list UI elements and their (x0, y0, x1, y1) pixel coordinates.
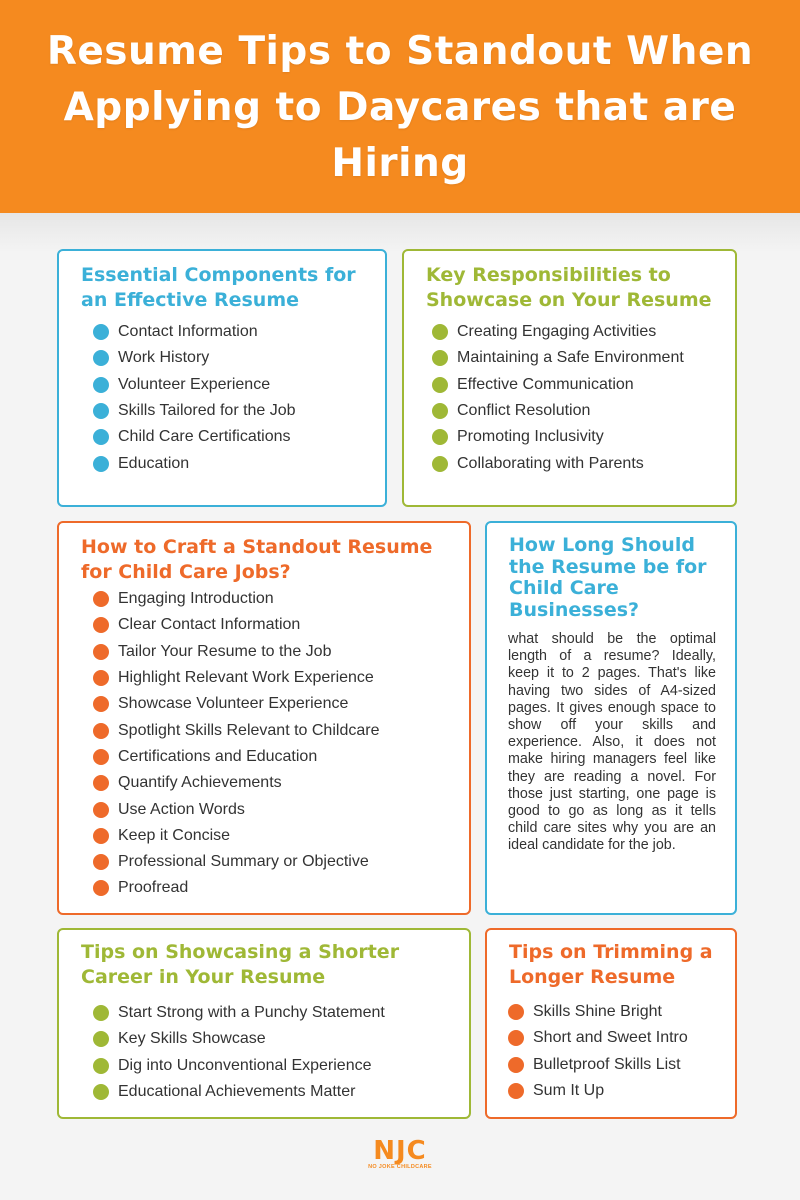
key-responsibilities-card (402, 249, 737, 507)
bullet-icon (93, 880, 109, 896)
list-item (93, 586, 379, 612)
list-item (432, 372, 684, 398)
list-item-label: Effective Communication (457, 375, 634, 393)
list-item (93, 398, 296, 424)
essential-components-card (57, 249, 387, 507)
list-item-label: Educational Achievements Matter (118, 1083, 356, 1101)
bullet-icon (93, 775, 109, 791)
craft-resume-list (93, 586, 379, 902)
list-item-label: Dig into Unconventional Experience (118, 1056, 372, 1074)
list-item-label: Bulletproof Skills List (533, 1055, 681, 1073)
list-item-label: Contact Information (118, 323, 258, 341)
list-item-label: Use Action Words (118, 800, 245, 818)
bullet-icon (93, 429, 109, 445)
bullet-icon (508, 1030, 524, 1046)
bullet-icon (93, 377, 109, 393)
bullet-icon (93, 1084, 109, 1100)
list-item (93, 424, 296, 450)
list-item-label: Quantify Achievements (118, 774, 282, 792)
list-item (93, 1026, 385, 1052)
list-item (93, 770, 379, 796)
list-item (93, 612, 379, 638)
bullet-icon (93, 749, 109, 765)
resume-length-card (485, 521, 737, 915)
list-item (432, 345, 684, 371)
essential-components-list (93, 319, 296, 477)
bullet-icon (93, 350, 109, 366)
list-item-label: Skills Shine Bright (533, 1003, 662, 1021)
list-item (93, 744, 379, 770)
logo-subtitle: NO JOKE CHILDCARE (368, 1164, 432, 1170)
list-item-label: Promoting Inclusivity (457, 428, 604, 446)
list-item (508, 1052, 688, 1078)
list-item (93, 372, 296, 398)
header-banner (0, 0, 800, 213)
trimming-resume-card (485, 928, 737, 1119)
list-item-label: Proofread (118, 879, 189, 897)
list-item-label: Volunteer Experience (118, 375, 271, 393)
bullet-icon (432, 350, 448, 366)
list-item-label: Education (118, 454, 190, 472)
list-item-label: Keep it Concise (118, 826, 231, 844)
shorter-career-card (57, 928, 471, 1119)
list-item-label: Work History (118, 349, 210, 367)
bullet-icon (93, 591, 109, 607)
list-item-label: Start Strong with a Punchy Statement (118, 1004, 385, 1022)
bullet-icon (93, 403, 109, 419)
bullet-icon (508, 1004, 524, 1020)
list-item (93, 875, 379, 901)
list-item (93, 717, 379, 743)
essential-components-title: Essential Components for an Effective Resume (81, 264, 356, 311)
bullet-icon (93, 1058, 109, 1074)
list-item (93, 691, 379, 717)
list-item-label: Collaborating with Parents (457, 454, 644, 472)
resume-length-title: How Long Should the Resume be for Child Care Businesses? (509, 534, 707, 621)
list-item (93, 345, 296, 371)
list-item-label: Engaging Introduction (118, 590, 274, 608)
bullet-icon (508, 1083, 524, 1099)
list-item (432, 319, 684, 345)
key-responsibilities-title: Key Responsibilities to Showcase on Your Resume (426, 264, 712, 311)
bullet-icon (93, 854, 109, 870)
bullet-icon (93, 1005, 109, 1021)
bullet-icon (93, 1031, 109, 1047)
bullet-icon (432, 429, 448, 445)
key-responsibilities-list (432, 319, 684, 477)
trimming-resume-list (508, 999, 688, 1104)
bullet-icon (93, 670, 109, 686)
list-item-label: Professional Summary or Objective (118, 853, 369, 871)
bullet-icon (93, 456, 109, 472)
list-item-label: Tailor Your Resume to the Job (118, 642, 332, 660)
list-item-label: Maintaining a Safe Environment (457, 349, 684, 367)
list-item (93, 639, 379, 665)
list-item-label: Short and Sweet Intro (533, 1029, 688, 1047)
list-item-label: Conflict Resolution (457, 402, 591, 420)
list-item (432, 450, 684, 476)
list-item-label: Sum It Up (533, 1082, 605, 1100)
list-item (93, 450, 296, 476)
header-shadow (0, 213, 800, 253)
list-item (508, 999, 688, 1025)
list-item-label: Skills Tailored for the Job (118, 402, 296, 420)
bullet-icon (432, 403, 448, 419)
bullet-icon (432, 324, 448, 340)
list-item (93, 665, 379, 691)
njc-logo (356, 1138, 444, 1171)
list-item-label: Certifications and Education (118, 747, 318, 765)
list-item-label: Creating Engaging Activities (457, 323, 657, 341)
shorter-career-title: Tips on Showcasing a Shorter Career in Your Resume (81, 941, 400, 988)
craft-resume-title: How to Craft a Standout Resume for Child Care Jobs? (81, 536, 433, 583)
bullet-icon (508, 1057, 524, 1073)
shorter-career-list (93, 1000, 385, 1105)
list-item (93, 1000, 385, 1026)
list-item-label: Highlight Relevant Work Experience (118, 669, 374, 687)
bullet-icon (93, 828, 109, 844)
list-item (93, 823, 379, 849)
bullet-icon (93, 723, 109, 739)
bullet-icon (93, 644, 109, 660)
list-item-label: Clear Contact Information (118, 616, 301, 634)
list-item (93, 1079, 385, 1105)
craft-resume-card (57, 521, 471, 915)
bullet-icon (93, 324, 109, 340)
resume-length-paragraph: what should be the optimal length of a resume? Ideally, keep it to 2 pages. That's like having two sides of A4-sized pages. It gives enough space to show off your skills and experience. Also, it does not make hiring managers feel like they are reading a novel. For those just starting, one page is good to go as long as it tells child care sites why you are an ideal candidate for the job. (508, 631, 716, 854)
bullet-icon (93, 802, 109, 818)
list-item (508, 1025, 688, 1051)
bullet-icon (93, 696, 109, 712)
list-item-label: Key Skills Showcase (118, 1030, 266, 1048)
list-item (432, 424, 684, 450)
page-title: Resume Tips to Standout When Applying to Daycares that are Hiring (46, 28, 754, 186)
bullet-icon (432, 456, 448, 472)
list-item-label: Child Care Certifications (118, 428, 291, 446)
logo-mark: NJC (373, 1136, 427, 1166)
list-item-label: Spotlight Skills Relevant to Childcare (118, 721, 380, 739)
list-item (508, 1078, 688, 1104)
list-item (93, 319, 296, 345)
bullet-icon (93, 617, 109, 633)
bullet-icon (432, 377, 448, 393)
list-item (432, 398, 684, 424)
list-item (93, 1053, 385, 1079)
trimming-resume-title: Tips on Trimming a Longer Resume (509, 941, 713, 988)
list-item-label: Showcase Volunteer Experience (118, 695, 349, 713)
list-item (93, 796, 379, 822)
list-item (93, 849, 379, 875)
